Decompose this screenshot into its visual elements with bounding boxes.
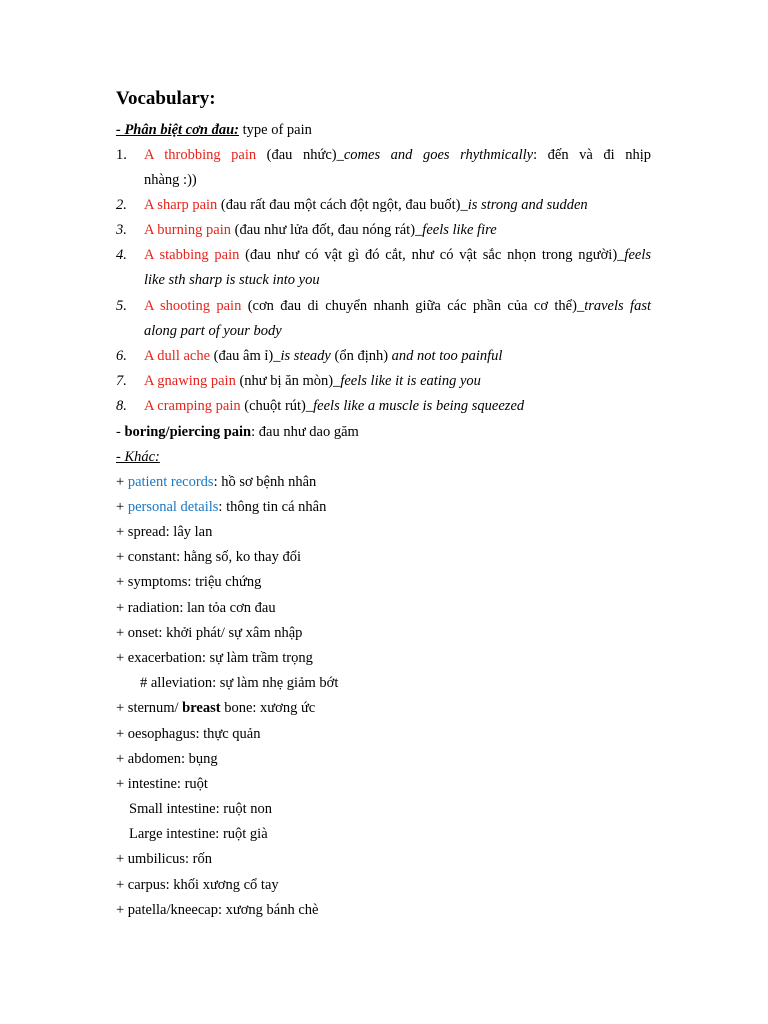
pain-term: A dull ache xyxy=(144,348,211,364)
page-title: Vocabulary: xyxy=(116,88,216,109)
vocab-spread: + spread: lây lan xyxy=(116,524,213,540)
pain-term: A throbbing pain xyxy=(144,147,257,163)
english-meaning-2: and not too painful xyxy=(391,348,503,364)
vocab-umbilicus: + umbilicus: rốn xyxy=(116,851,212,867)
vocab-large-intestine: Large intestine: ruột già xyxy=(129,826,268,842)
vocab-intestine: + intestine: ruột xyxy=(116,776,208,792)
english-meaning: _feels like fire xyxy=(415,222,497,238)
item-number: 3. xyxy=(116,222,127,238)
item-text xyxy=(144,394,651,419)
item-text xyxy=(144,193,651,218)
pain-term: A shooting pain xyxy=(144,298,242,314)
vocab-radiation: + radiation: lan tỏa cơn đau xyxy=(116,600,276,616)
line-prefix: - xyxy=(116,424,125,440)
vocab-patient-records xyxy=(116,472,316,492)
vocab-oesophagus: + oesophagus: thực quản xyxy=(116,726,261,742)
vocab-onset: + onset: khởi phát/ sự xâm nhập xyxy=(116,625,303,641)
vocab-patella: + patella/kneecap: xương bánh chè xyxy=(116,902,319,918)
pain-item-1-continuation: nhàng :)) xyxy=(144,172,197,188)
vocab-meaning: bone: xương ức xyxy=(220,700,316,716)
vocab-term-bold: breast xyxy=(182,700,221,716)
line-prefix: + xyxy=(116,499,128,515)
english-meaning: _is steady xyxy=(273,348,331,364)
vocab-alleviation: # alleviation: sự làm nhẹ giảm bớt xyxy=(140,675,339,691)
english-meaning: _is strong and sudden xyxy=(460,197,588,213)
item-number: 6. xyxy=(116,348,127,364)
vocab-small-intestine: Small intestine: ruột non xyxy=(129,801,272,817)
section-pain-types xyxy=(116,120,312,140)
pain-term: A sharp pain xyxy=(144,197,218,213)
vietnamese-meaning: (đau rất đau một cách đột ngột, đau buốt) xyxy=(217,197,461,213)
item-text xyxy=(144,243,651,268)
vocab-meaning: : hồ sơ bệnh nhân xyxy=(213,474,317,490)
vietnamese-note: (ổn định) xyxy=(330,348,392,364)
vocab-term: + sternum/ xyxy=(116,700,183,716)
vocab-term: patient records xyxy=(127,474,214,490)
section-label: - Phân biệt cơn đau: xyxy=(116,122,239,138)
vocab-abdomen: + abdomen: bụng xyxy=(116,751,218,767)
vietnamese-meaning: (đau âm ỉ) xyxy=(210,348,274,364)
vocab-carpus: + carpus: khối xương cổ tay xyxy=(116,877,279,893)
item-number: 1. xyxy=(116,147,127,163)
item-text xyxy=(144,294,651,319)
english-meaning: _travels fast xyxy=(576,298,651,314)
item-number: 8. xyxy=(116,398,127,414)
section-other xyxy=(116,447,160,467)
vocab-personal-details xyxy=(116,497,326,517)
item-number: 2. xyxy=(116,197,127,213)
boring-piercing-pain xyxy=(116,422,359,442)
pain-term: A stabbing pain xyxy=(144,247,240,263)
vietnamese-meaning: (cơn đau di chuyển nhanh giữa các phần của cơ thể) xyxy=(241,298,577,314)
vocab-symptoms: + symptoms: triệu chứng xyxy=(116,574,262,590)
item-text xyxy=(144,143,651,168)
english-meaning: _feels xyxy=(617,247,651,263)
vocab-exacerbation: + exacerbation: sự làm trầm trọng xyxy=(116,650,313,666)
vocab-constant: + constant: hằng số, ko thay đổi xyxy=(116,549,301,565)
vocab-term: personal details xyxy=(127,499,219,515)
pain-term: A cramping pain xyxy=(144,398,241,414)
vietnamese-meaning: (chuột rút) xyxy=(240,398,306,414)
pain-term: A burning pain xyxy=(144,222,231,238)
item-number: 5. xyxy=(116,298,127,314)
section-label: - Khác: xyxy=(116,449,160,465)
pain-term: boring/piercing pain xyxy=(124,424,252,440)
item-number: 7. xyxy=(116,373,127,389)
item-text xyxy=(144,218,651,243)
pain-item-4-continuation: like sth sharp is stuck into you xyxy=(144,272,320,288)
item-tail: : đến và đi nhịp xyxy=(533,147,651,163)
section-description: type of pain xyxy=(238,122,312,138)
item-number: 4. xyxy=(116,247,127,263)
english-meaning: _feels like a muscle is being squeezed xyxy=(305,398,525,414)
vietnamese-meaning: (đau như lửa đốt, đau nóng rát) xyxy=(231,222,416,238)
vietnamese-meaning: : đau như dao găm xyxy=(251,424,359,440)
english-meaning: _comes and goes rhythmically xyxy=(336,147,534,163)
vietnamese-meaning: (như bị ăn mòn) xyxy=(235,373,334,389)
pain-term: A gnawing pain xyxy=(144,373,236,389)
vocab-sternum xyxy=(116,698,315,718)
english-meaning: _feels like it is eating you xyxy=(333,373,481,389)
line-prefix: + xyxy=(116,474,128,490)
item-text xyxy=(144,369,651,394)
vocab-meaning: : thông tin cá nhân xyxy=(218,499,327,515)
vietnamese-meaning: (đau nhức) xyxy=(256,147,337,163)
pain-item-5-continuation: along part of your body xyxy=(144,323,282,339)
item-text xyxy=(144,344,651,369)
vietnamese-meaning: (đau như có vật gì đó cắt, như có vật sắc nhọn trong người) xyxy=(239,247,618,263)
